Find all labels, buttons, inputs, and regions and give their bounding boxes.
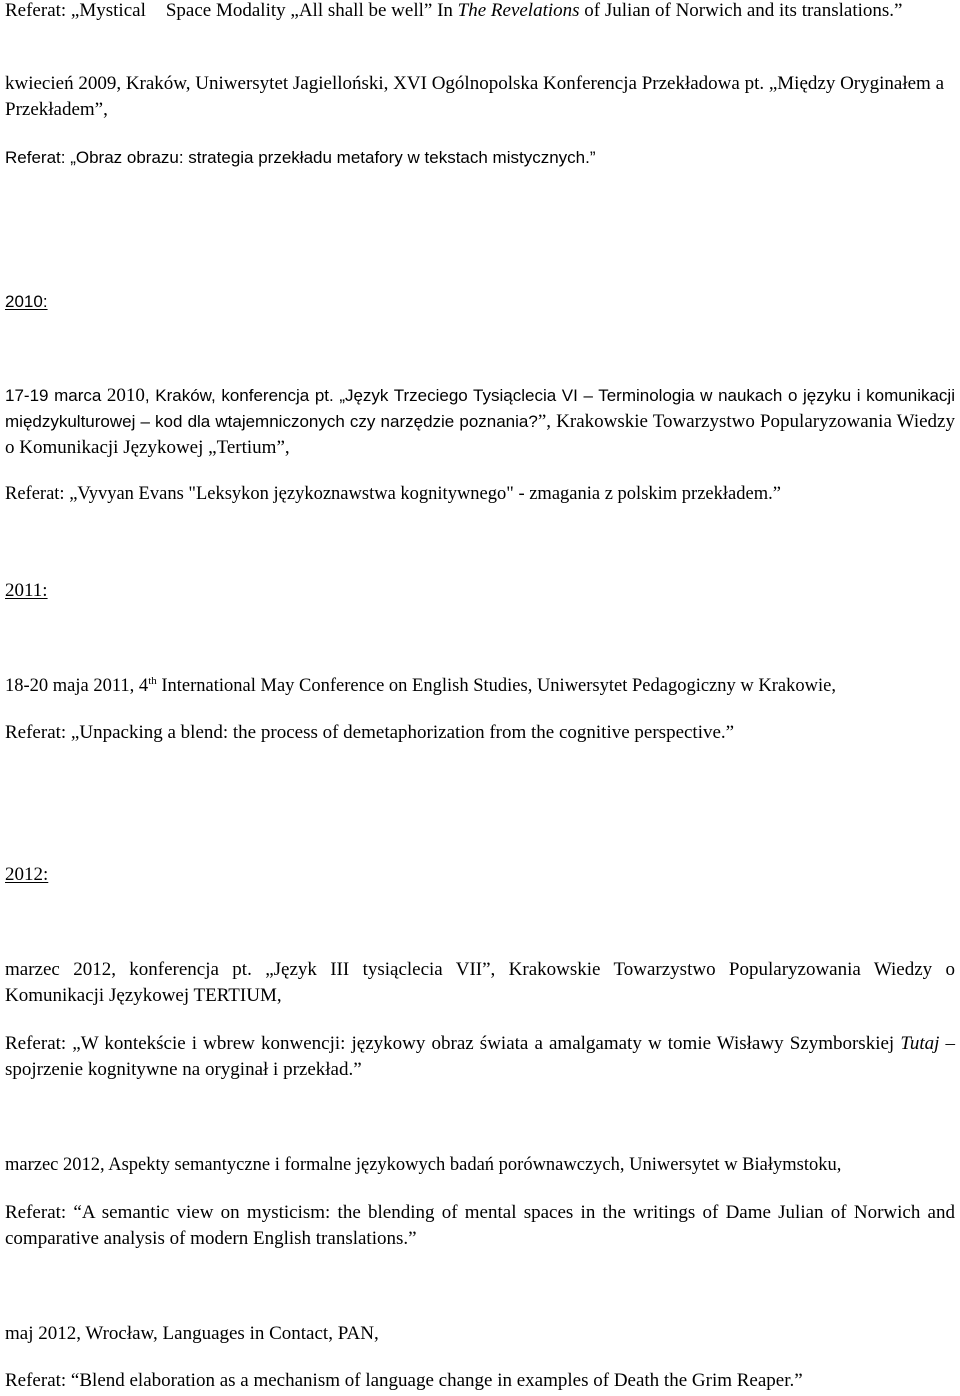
referat-mystical-rest: Space Modality „All shall be well” In — [165, 0, 458, 21]
referat-mystical-space — [5, 0, 955, 24]
conference-2011 — [5, 673, 955, 699]
referat-2009: Referat: „Obraz obrazu: strategia przekładu metafory w tekstach mistycznych.” — [5, 148, 596, 167]
conference-2010-organizer: ”, Krakowskie Towarzystwo Popularyzowania Wiedzy o Komunikacji Językowej „Tertium”, — [5, 411, 955, 458]
referat-2011: Referat: „Unpacking a blend: the process of demetaphorization from the cognitive perspective.” — [5, 722, 735, 743]
referat-mystical-italic: The Revelations — [457, 0, 580, 21]
referat-2012-mysticism: Referat: “A semantic view on mysticism: the blending of mental spaces in the writings of Dame Julian of Norwich and comparative analysis of modern English translations.” — [5, 1202, 955, 1249]
referat-2012-szymborska-text: Referat: „W kontekście i wbrew konwencji: językowy obraz świata a amalgamaty w tomie Wisławy Szymborskiej — [5, 1033, 901, 1054]
conference-2009: kwiecień 2009, Kraków, Uniwersytet Jagielloński, XVI Ogólnopolska Konferencja Przekładowa pt. „Między Oryginałem a Przekładem”, — [5, 73, 945, 120]
referat-mystical-suffix: of Julian of Norwich and its translations.” — [579, 0, 903, 21]
conference-2011-date: 18-20 maja 2011, 4 — [5, 676, 149, 696]
year-heading-2011: 2011: — [5, 580, 48, 601]
conference-2010-year: 2010 — [106, 385, 145, 406]
conference-2010-title: , Kraków, konferencja pt. „Język Trzeciego Tysiąclecia VI – Terminologia w naukach o języku i komunikacji międzykulturowej – kod dla wtajemniczonych czy narzędzie poznania? — [5, 386, 955, 431]
referat-2012-szymborska-title: Tutaj — [900, 1033, 940, 1054]
conference-2012-may-wroclaw: maj 2012, Wrocław, Languages in Contact, PAN, — [5, 1323, 379, 1344]
conference-2011-title: International May Conference on English Studies, Uniwersytet Pedagogiczny w Krakowie, — [156, 676, 836, 696]
year-heading-2010: 2010: — [5, 292, 48, 311]
referat-mystical-prefix: Referat: „Mystical — [5, 0, 146, 21]
year-heading-2012: 2012: — [5, 864, 49, 885]
conference-2010 — [5, 383, 955, 461]
referat-2012-szymborska — [5, 1031, 955, 1083]
referat-2010: Referat: „Vyvyan Evans "Leksykon językoznawstwa kognitywnego" - zmagania z polskim przekładem.” — [5, 484, 781, 504]
conference-2012-march-tertium: marzec 2012, konferencja pt. „Język III tysiąclecia VII”, Krakowskie Towarzystwo Popularyzowania Wiedzy o Komunikacji Językowej TERTIUM, — [5, 959, 955, 1006]
referat-2012-szymborska-end: – spojrzenie kognitywne na oryginał i przekład.” — [5, 1033, 955, 1080]
conference-2010-date: 17-19 marca — [5, 386, 107, 405]
conference-2012-march-bialystok: marzec 2012, Aspekty semantyczne i formalne językowych badań porównawczych, Uniwersytet w Białymstoku, — [5, 1155, 842, 1175]
ordinal-suffix: th — [148, 674, 157, 687]
referat-2012-grim-reaper: Referat: “Blend elaboration as a mechanism of language change in examples of Death the Grim Reaper.” — [5, 1370, 803, 1391]
